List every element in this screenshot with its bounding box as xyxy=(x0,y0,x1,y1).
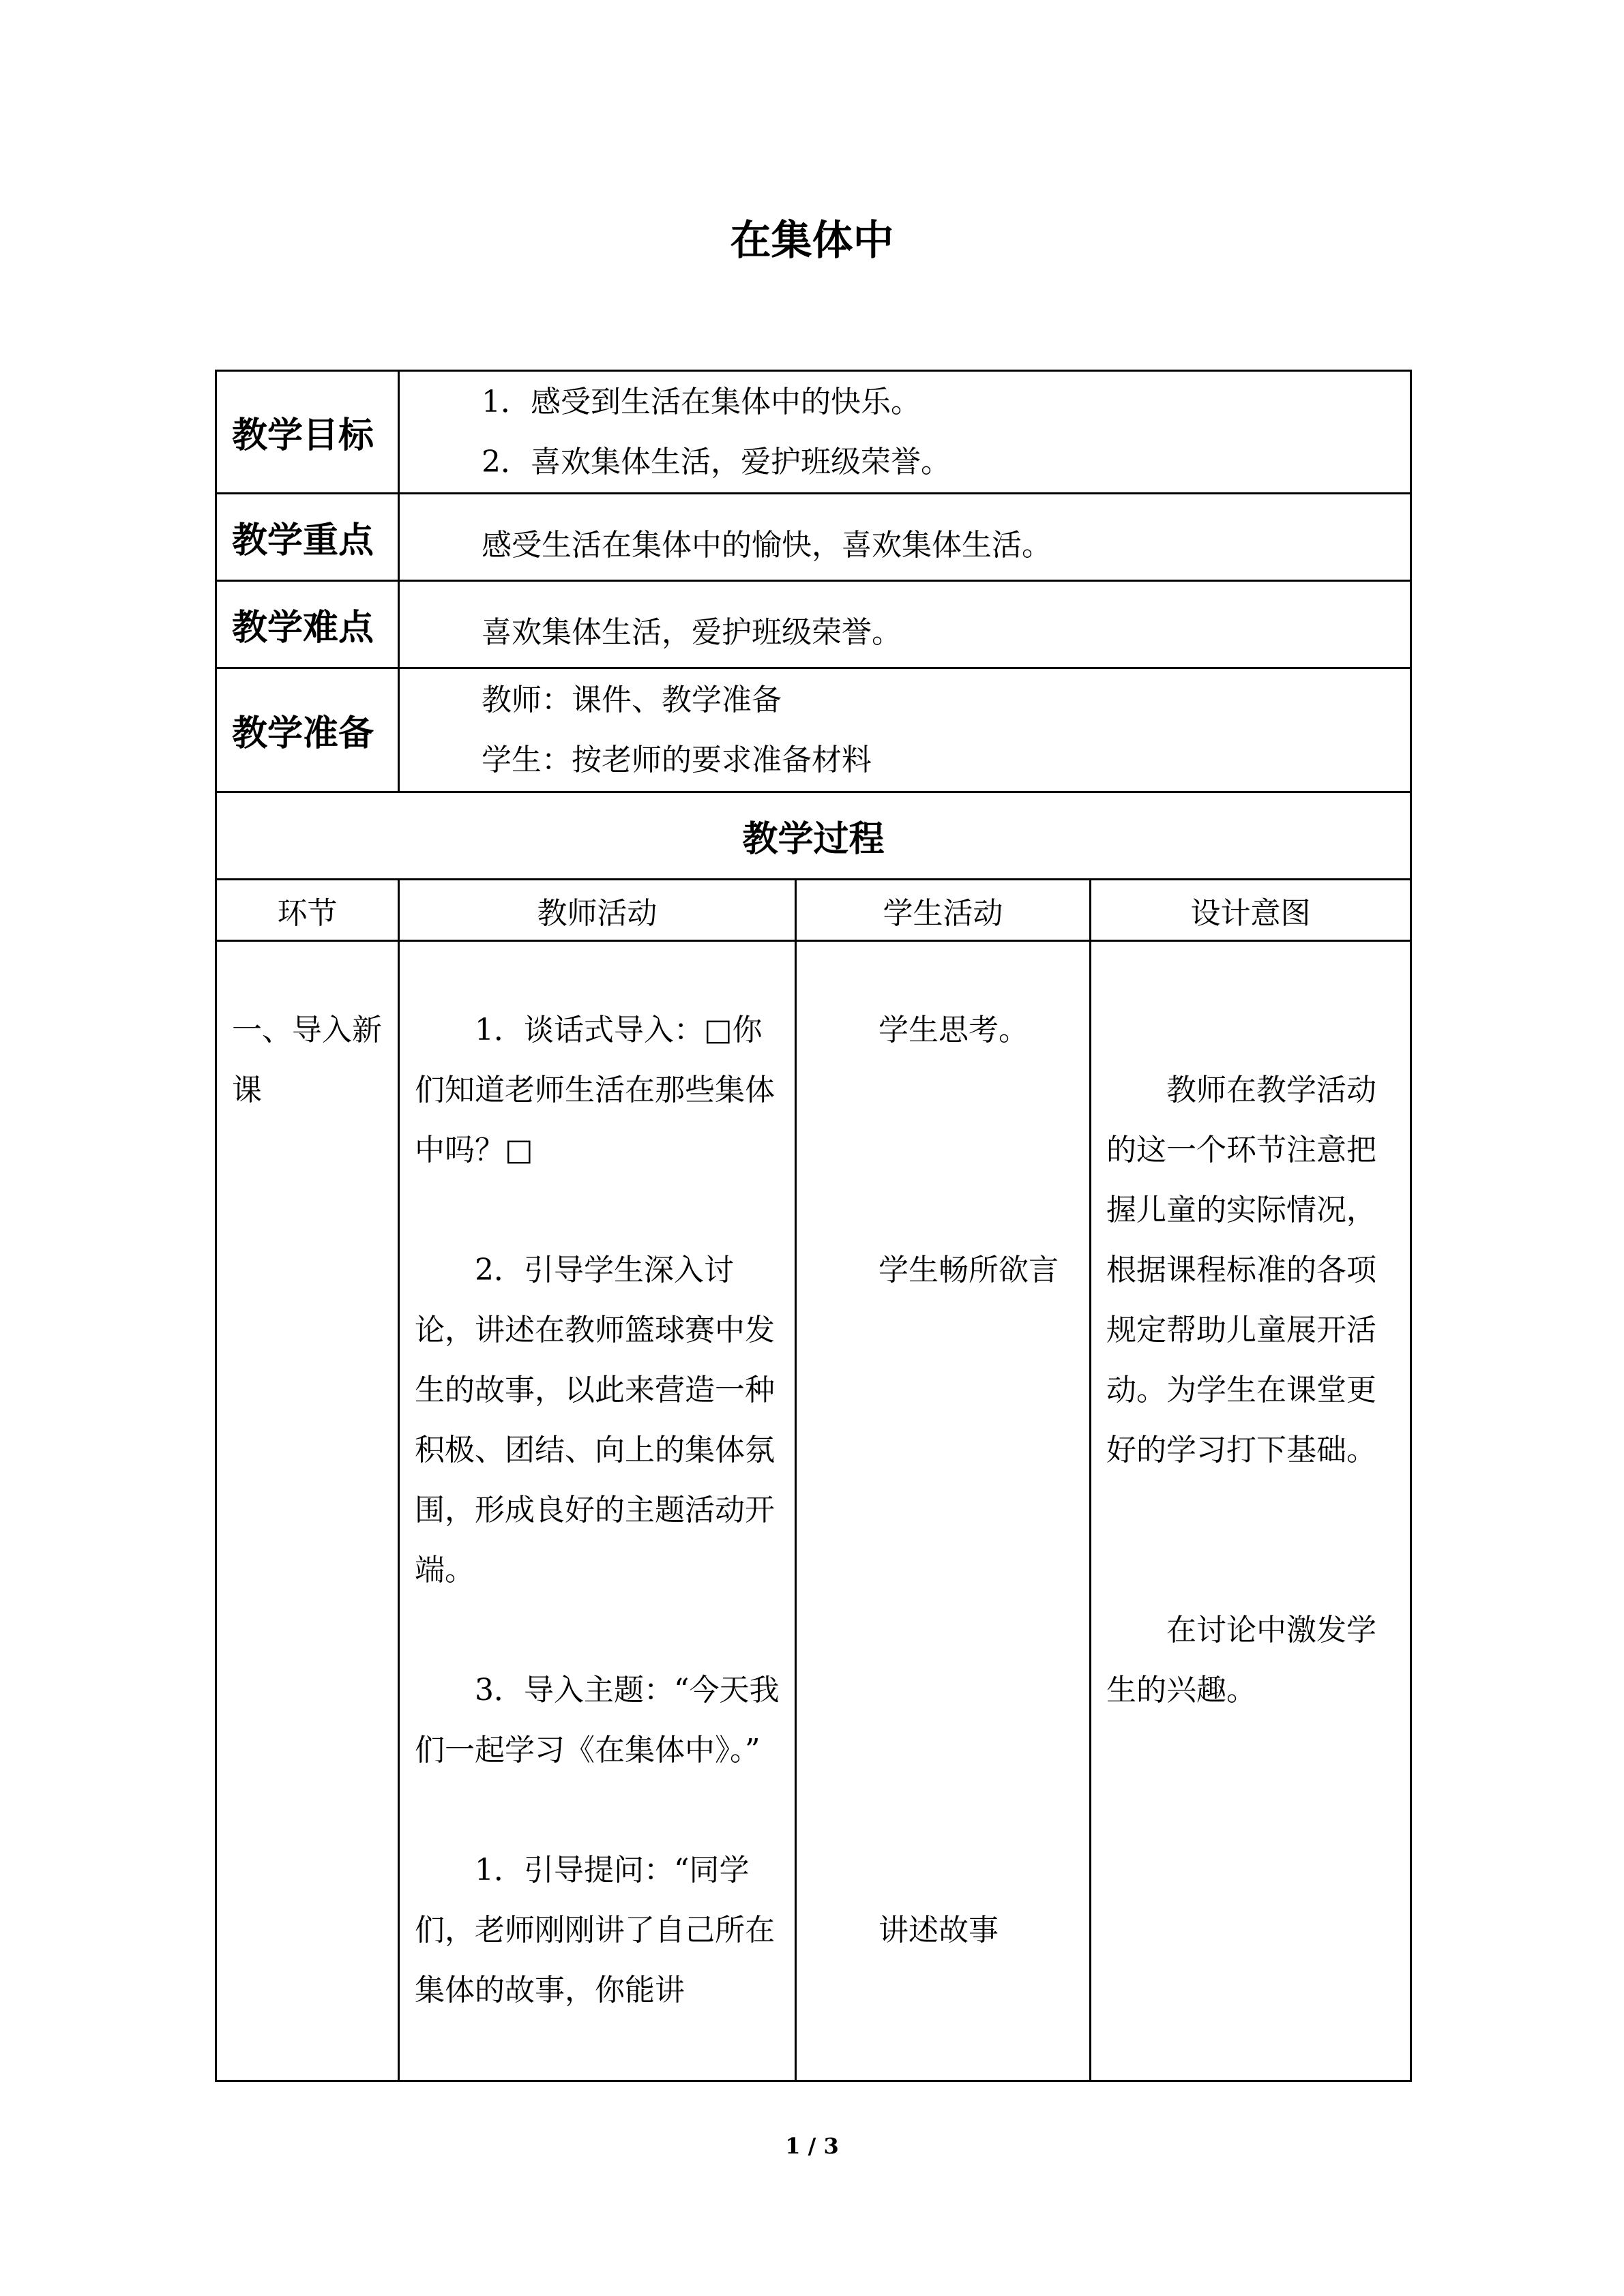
process-heading-row xyxy=(216,792,1411,880)
design-intent: 在讨论中激发学生的兴趣。 xyxy=(1106,1613,1376,1708)
row-content xyxy=(399,581,1411,668)
spacer xyxy=(1106,1480,1395,1600)
lesson-plan-table xyxy=(215,370,1412,2082)
row-line: 学生：按老师的要求准备材料 xyxy=(482,742,872,777)
row-line: 1．感受到生活在集体中的快乐。 xyxy=(482,384,921,419)
col-header-design: 设计意图 xyxy=(1091,880,1411,941)
row-line: 教师：课件、教学准备 xyxy=(482,682,782,717)
column-header-row xyxy=(216,880,1411,941)
info-row xyxy=(216,668,1411,792)
row-line: 感受生活在集体中的愉快，喜欢集体生活。 xyxy=(482,528,1052,563)
spacer xyxy=(415,1600,780,1660)
process-heading: 教学过程 xyxy=(216,792,1411,880)
student-activity: 学生思考。 xyxy=(879,1013,1029,1047)
stage-text: 一、导入新课 xyxy=(232,1013,382,1107)
col-header-student: 学生活动 xyxy=(796,880,1091,941)
stage-cell xyxy=(216,941,399,2081)
info-row xyxy=(216,371,1411,494)
spacer xyxy=(879,1060,1074,1240)
design-intent: 教师在教学活动的这一个环节注意把握儿童的实际情况，根据课程标准的各项规定帮助儿童展开活动。为学生在课堂更好的学习打下基础。 xyxy=(1106,1073,1376,1467)
teacher-step: 1．引导提问：“同学们，老师刚刚讲了自己所在集体的故事，你能讲 xyxy=(415,1853,775,2008)
teacher-step: 2．引导学生深入讨论，讲述在教师篮球赛中发生的故事，以此来营造一种积极、团结、向上的集体氛围，形成良好的主题活动开端。 xyxy=(415,1253,775,1587)
row-content xyxy=(399,668,1411,792)
teacher-step: 3．导入主题：“今天我们一起学习《在集体中》。” xyxy=(415,1673,780,1768)
teacher-step: 1．谈话式导入：□你们知道老师生活在那些集体中吗？□ xyxy=(415,1013,775,1167)
row-label: 教学重点 xyxy=(216,494,399,581)
row-line: 2．喜欢集体生活，爱护班级荣誉。 xyxy=(482,444,951,479)
student-activity: 学生畅所欲言 xyxy=(879,1253,1059,1287)
spacer xyxy=(415,1780,780,1840)
spacer xyxy=(879,1300,1074,1900)
col-header-teacher: 教师活动 xyxy=(399,880,796,941)
row-content xyxy=(399,494,1411,581)
info-row xyxy=(216,494,1411,581)
page-title: 在集体中 xyxy=(730,217,894,265)
info-row xyxy=(216,581,1411,668)
spacer xyxy=(415,1180,780,1240)
row-label: 教学目标 xyxy=(216,371,399,494)
row-content xyxy=(399,371,1411,494)
col-header-stage: 环节 xyxy=(216,880,399,941)
page-number: 1 / 3 xyxy=(785,2133,839,2159)
student-cell xyxy=(796,941,1091,2081)
process-row xyxy=(216,941,1411,2081)
student-activity: 讲述故事 xyxy=(879,1913,999,1948)
row-line: 喜欢集体生活，爱护班级荣誉。 xyxy=(482,615,902,650)
row-label: 教学难点 xyxy=(216,581,399,668)
design-cell xyxy=(1091,941,1411,2081)
teacher-cell xyxy=(399,941,796,2081)
row-label: 教学准备 xyxy=(216,668,399,792)
